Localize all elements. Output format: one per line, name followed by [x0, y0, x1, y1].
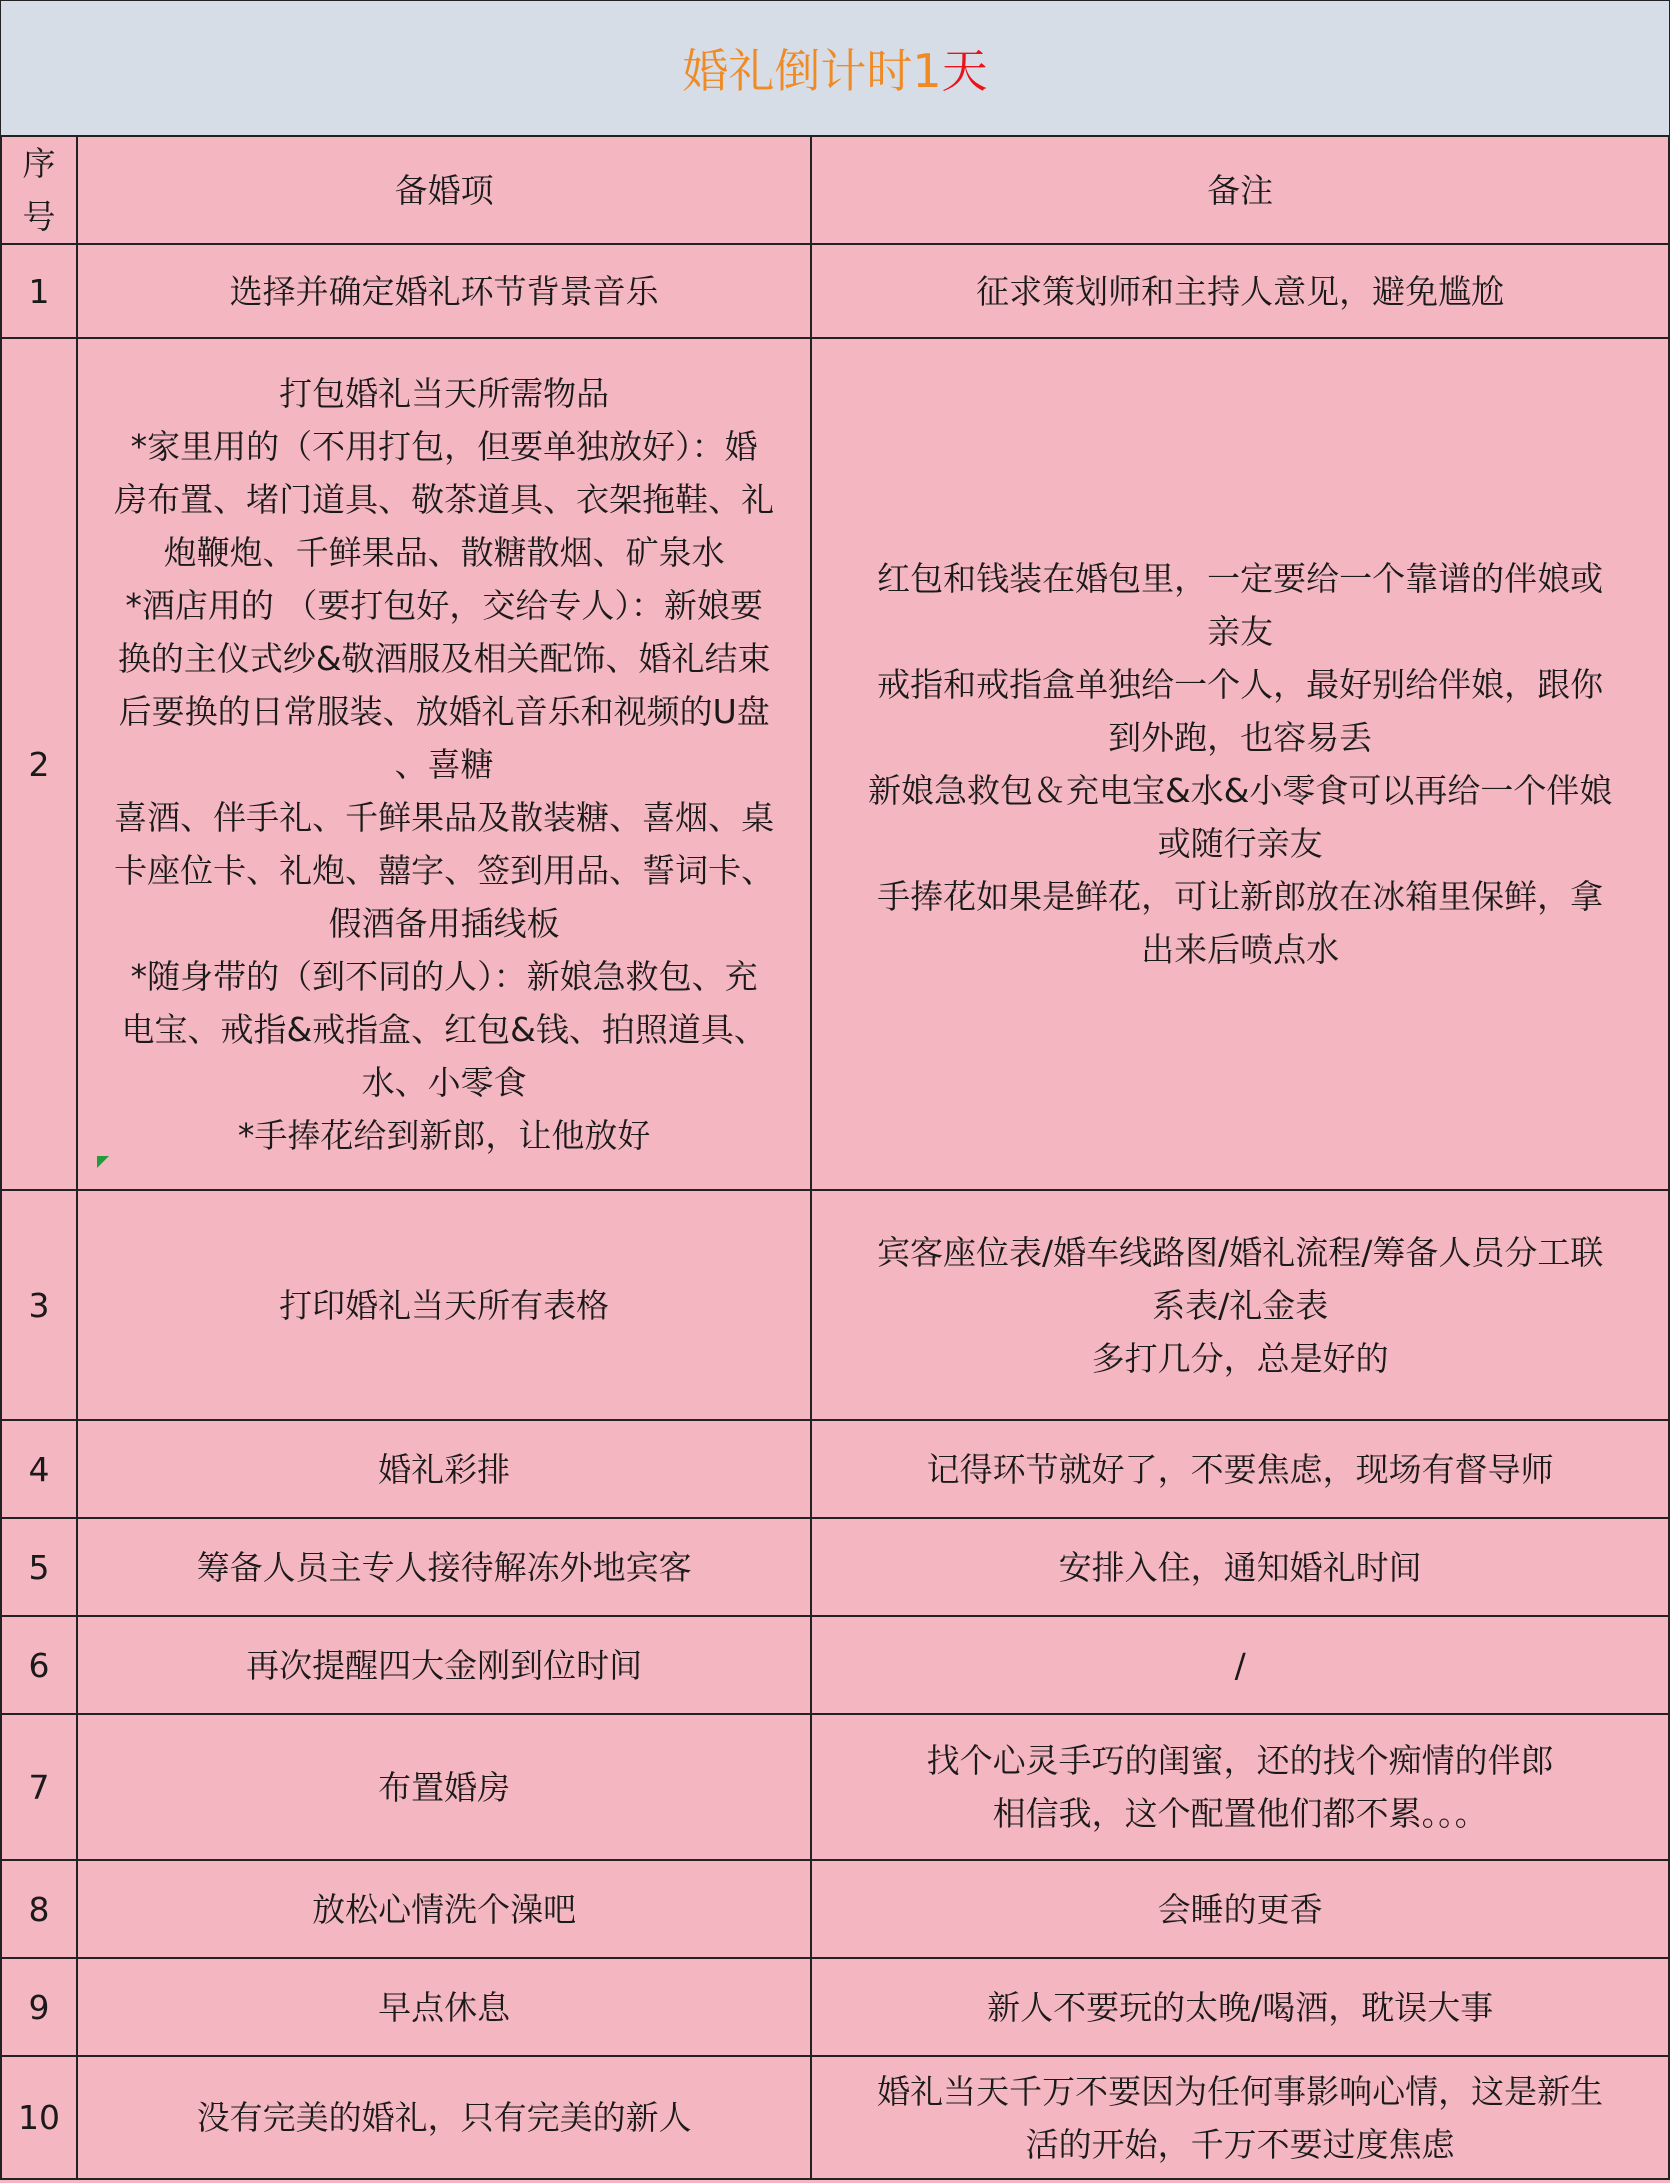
note-cell [811, 2056, 1669, 2179]
note-line: 出来后喷点水 [1141, 930, 1340, 969]
note-cell [811, 1420, 1669, 1518]
note-line: 宾客座位表/婚车线路图/婚礼流程/筹备人员分工联 [877, 1232, 1604, 1272]
note-line: 相信我，这个配置他们都不累。。。 [992, 1794, 1488, 1833]
table-row [1, 244, 1669, 338]
task-line: 、喜糖 [394, 744, 494, 784]
row-number: 3 [1, 1190, 77, 1420]
wedding-task-cell [77, 1860, 811, 1958]
task-line: 换的主仪式纱&敬酒服及相关配饰、婚礼结束 [117, 638, 771, 678]
note-line: 新娘急救包＆充电宝&水&小零食可以再给一个伴娘 [867, 771, 1613, 810]
task-line: 水、小零食 [361, 1062, 527, 1102]
task-line: 电宝、戒指&戒指盒、红包&钱、拍照道具、 [121, 1009, 767, 1049]
note-cell [811, 1190, 1669, 1420]
table-header-row [1, 136, 1669, 244]
task-line: 再次提醒四大金刚到位时间 [246, 1645, 643, 1685]
task-line: 放松心情洗个澡吧 [312, 1889, 577, 1929]
row-number: 9 [1, 1958, 77, 2056]
wedding-task-cell [77, 244, 811, 338]
note-cell [811, 1616, 1669, 1714]
note-line: 多打几分，总是好的 [1091, 1338, 1389, 1378]
note-line: 安排入住，通知婚礼时间 [1058, 1547, 1422, 1587]
table-row [1, 1714, 1669, 1860]
title-accent-text: 天 [941, 44, 988, 98]
header-note: 备注 [811, 136, 1669, 244]
table-row [1, 1190, 1669, 1420]
task-line: 布置婚房 [378, 1767, 511, 1807]
row-number: 8 [1, 1860, 77, 1958]
note-line: 婚礼当天千万不要因为任何事影响心情，这是新生 [877, 2071, 1604, 2111]
page-title [0, 0, 1670, 136]
note-cell [811, 1714, 1669, 1860]
task-line: 婚礼彩排 [378, 1449, 511, 1489]
title-main-text: 婚礼倒计时1 [682, 44, 942, 98]
task-line: 房布置、堵门道具、敬茶道具、衣架拖鞋、礼 [114, 479, 775, 519]
task-line: 早点休息 [378, 1987, 511, 2027]
task-line: 选择并确定婚礼环节背景音乐 [229, 271, 659, 311]
task-line: 炮鞭炮、千鲜果品、散糖散烟、矿泉水 [163, 532, 725, 572]
note-line: 手捧花如果是鲜花，可让新郎放在冰箱里保鲜，拿 [877, 877, 1604, 916]
header-number: 序号 [1, 136, 77, 244]
table-row [1, 338, 1669, 1190]
task-line: 卡座位卡、礼炮、囍字、签到用品、誓词卡、 [114, 850, 775, 890]
note-line: 亲友 [1207, 612, 1274, 651]
row-number: 2 [1, 338, 77, 1190]
task-line: *随身带的（到不同的人）：新娘急救包、充 [130, 956, 758, 996]
note-cell [811, 338, 1669, 1190]
note-line: 系表/礼金表 [1152, 1285, 1329, 1325]
cell-comment-marker [97, 1156, 109, 1168]
wedding-task-cell [77, 1616, 811, 1714]
row-number: 5 [1, 1518, 77, 1616]
note-cell [811, 244, 1669, 338]
note-line: / [1234, 1645, 1246, 1685]
note-cell [811, 1518, 1669, 1616]
wedding-task-cell [77, 338, 811, 1190]
wedding-task-cell [77, 1518, 811, 1616]
note-line: 会睡的更香 [1157, 1889, 1323, 1929]
header-item: 备婚项 [77, 136, 811, 244]
wedding-countdown-table [0, 135, 1670, 2180]
table-row [1, 1860, 1669, 1958]
note-cell [811, 1860, 1669, 1958]
note-line: 活的开始，千万不要过度焦虑 [1025, 2124, 1455, 2164]
row-number: 1 [1, 244, 77, 338]
row-number: 6 [1, 1616, 77, 1714]
task-line: 筹备人员主专人接待解冻外地宾客 [196, 1547, 692, 1587]
table-row [1, 1616, 1669, 1714]
wedding-task-cell [77, 1190, 811, 1420]
task-line: 没有完美的婚礼，只有完美的新人 [196, 2098, 692, 2137]
wedding-task-cell [77, 1420, 811, 1518]
task-line: 喜酒、伴手礼、千鲜果品及散装糖、喜烟、桌 [114, 797, 775, 837]
row-number: 4 [1, 1420, 77, 1518]
task-line: *酒店用的 （要打包好，交给专人）：新娘要 [125, 585, 763, 625]
note-line: 记得环节就好了，不要焦虑，现场有督导师 [926, 1449, 1554, 1489]
note-line: 新人不要玩的太晚/喝酒，耽误大事 [987, 1987, 1494, 2027]
note-line: 戒指和戒指盒单独给一个人，最好别给伴娘，跟你 [877, 665, 1604, 704]
task-line: 打印婚礼当天所有表格 [279, 1285, 610, 1325]
note-line: 或随行亲友 [1157, 824, 1323, 863]
note-line: 征求策划师和主持人意见，避免尴尬 [976, 271, 1505, 311]
task-line: *手捧花给到新郎，让他放好 [237, 1115, 651, 1155]
task-line: 假酒备用插线板 [328, 903, 560, 943]
note-line: 红包和钱装在婚包里，一定要给一个靠谱的伴娘或 [877, 559, 1604, 598]
table-row [1, 2056, 1669, 2179]
wedding-task-cell [77, 1958, 811, 2056]
task-line: 后要换的日常服装、放婚礼音乐和视频的U盘 [118, 691, 770, 731]
row-number: 10 [1, 2056, 77, 2179]
table-body [1, 244, 1669, 2179]
note-cell [811, 1958, 1669, 2056]
table-row [1, 1958, 1669, 2056]
wedding-task-cell [77, 1714, 811, 1860]
wedding-task-cell [77, 2056, 811, 2179]
table-row [1, 1518, 1669, 1616]
note-line: 到外跑，也容易丢 [1108, 718, 1373, 757]
task-line: 打包婚礼当天所需物品 [279, 373, 610, 413]
task-line: *家里用的（不用打包，但要单独放好）：婚 [130, 426, 758, 466]
row-number: 7 [1, 1714, 77, 1860]
table-row [1, 1420, 1669, 1518]
note-line: 找个心灵手巧的闺蜜，还的找个痴情的伴郎 [926, 1741, 1554, 1780]
